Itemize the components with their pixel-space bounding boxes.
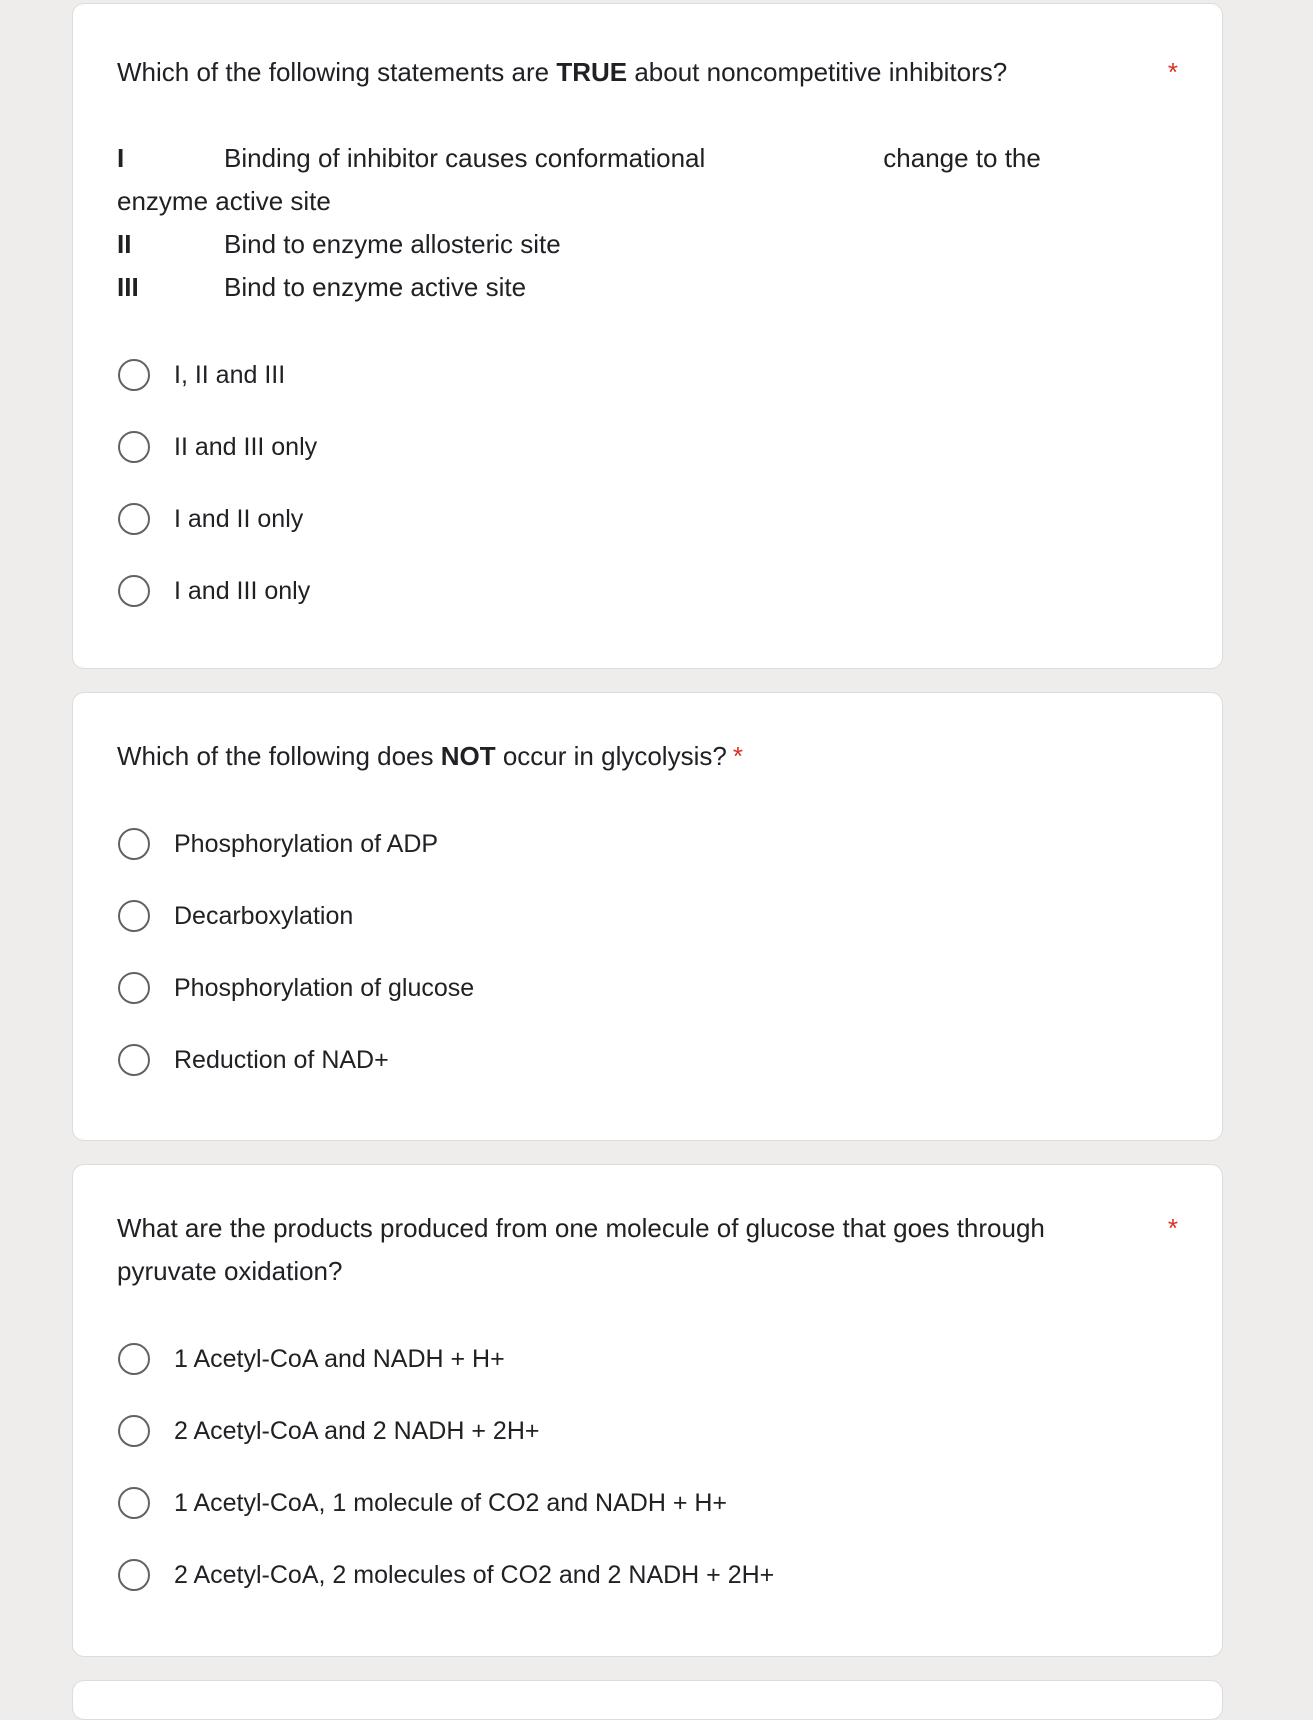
next-question-card: [72, 1680, 1223, 1720]
options-list: [117, 339, 1178, 627]
radio-circle-icon[interactable]: [118, 1559, 150, 1591]
question-text: Which of the following statements are: [117, 57, 557, 87]
option-radio[interactable]: [117, 1395, 1178, 1467]
required-asterisk: *: [1167, 57, 1178, 87]
statement-numeral: II: [117, 229, 132, 259]
radio-circle-icon[interactable]: [118, 900, 150, 932]
option-label[interactable]: Phosphorylation of glucose: [174, 973, 475, 1002]
option-radio[interactable]: [117, 880, 1178, 952]
option-label[interactable]: 2 Acetyl-CoA and 2 NADH + 2H+: [174, 1416, 540, 1445]
option-label[interactable]: Decarboxylation: [174, 901, 354, 930]
radio-circle-icon[interactable]: [118, 1044, 150, 1076]
statement-text: Bind to enzyme allosteric site: [224, 229, 561, 259]
statement-ii: [117, 223, 1178, 266]
options-list: [117, 1323, 1178, 1611]
option-label[interactable]: I and III only: [174, 576, 311, 605]
radio-circle-icon[interactable]: [118, 1343, 150, 1375]
question-text: about noncompetitive inhibitors?: [627, 57, 1008, 87]
option-radio[interactable]: [117, 808, 1178, 880]
option-radio[interactable]: [117, 339, 1178, 411]
statement-iii: [117, 266, 1178, 309]
question-title: [117, 735, 1178, 778]
question-emphasis: TRUE: [556, 57, 628, 87]
required-asterisk: *: [732, 741, 743, 771]
option-radio[interactable]: [117, 952, 1178, 1024]
statement-numeral: III: [117, 272, 139, 302]
statement-text: Binding of inhibitor causes conformational: [224, 143, 706, 173]
statements-list: [117, 137, 1178, 309]
radio-circle-icon[interactable]: [118, 1415, 150, 1447]
radio-circle-icon[interactable]: [118, 972, 150, 1004]
question-card-glycolysis: [72, 692, 1223, 1141]
statement-i: [117, 137, 1178, 180]
question-card-noncompetitive-inhibitors: [72, 3, 1223, 669]
option-label[interactable]: Reduction of NAD+: [174, 1045, 389, 1074]
option-radio[interactable]: [117, 483, 1178, 555]
radio-circle-icon[interactable]: [118, 1487, 150, 1519]
option-label[interactable]: I and II only: [174, 504, 304, 533]
question-title: [117, 51, 1178, 94]
option-label[interactable]: 2 Acetyl-CoA, 2 molecules of CO2 and 2 NADH + 2H+: [174, 1560, 775, 1589]
options-list: [117, 808, 1178, 1096]
option-label[interactable]: 1 Acetyl-CoA, 1 molecule of CO2 and NADH + H+: [174, 1488, 728, 1517]
required-asterisk: *: [1167, 1213, 1178, 1243]
question-text: occur in glycolysis?: [495, 741, 727, 771]
statement-text: change to the: [883, 143, 1041, 173]
statement-text-wrap: enzyme active site: [117, 186, 331, 216]
option-radio[interactable]: [117, 1539, 1178, 1611]
option-label[interactable]: II and III only: [174, 432, 318, 461]
question-title: [117, 1207, 1178, 1293]
radio-circle-icon[interactable]: [118, 828, 150, 860]
option-radio[interactable]: [117, 1467, 1178, 1539]
option-label[interactable]: 1 Acetyl-CoA and NADH + H+: [174, 1344, 505, 1373]
option-label[interactable]: I, II and III: [174, 360, 286, 389]
option-radio[interactable]: [117, 1024, 1178, 1096]
question-emphasis: NOT: [440, 741, 496, 771]
option-radio[interactable]: [117, 1323, 1178, 1395]
statement-text: Bind to enzyme active site: [224, 272, 527, 302]
option-radio[interactable]: [117, 411, 1178, 483]
radio-circle-icon[interactable]: [118, 359, 150, 391]
question-text: What are the products produced from one molecule of glucose that goes through pyruvate oxidation?: [117, 1213, 1045, 1286]
radio-circle-icon[interactable]: [118, 431, 150, 463]
option-label[interactable]: Phosphorylation of ADP: [174, 829, 439, 858]
statement-numeral: I: [117, 143, 125, 173]
question-card-pyruvate-oxidation: [72, 1164, 1223, 1657]
question-text: Which of the following does: [117, 741, 441, 771]
option-radio[interactable]: [117, 555, 1178, 627]
radio-circle-icon[interactable]: [118, 575, 150, 607]
radio-circle-icon[interactable]: [118, 503, 150, 535]
